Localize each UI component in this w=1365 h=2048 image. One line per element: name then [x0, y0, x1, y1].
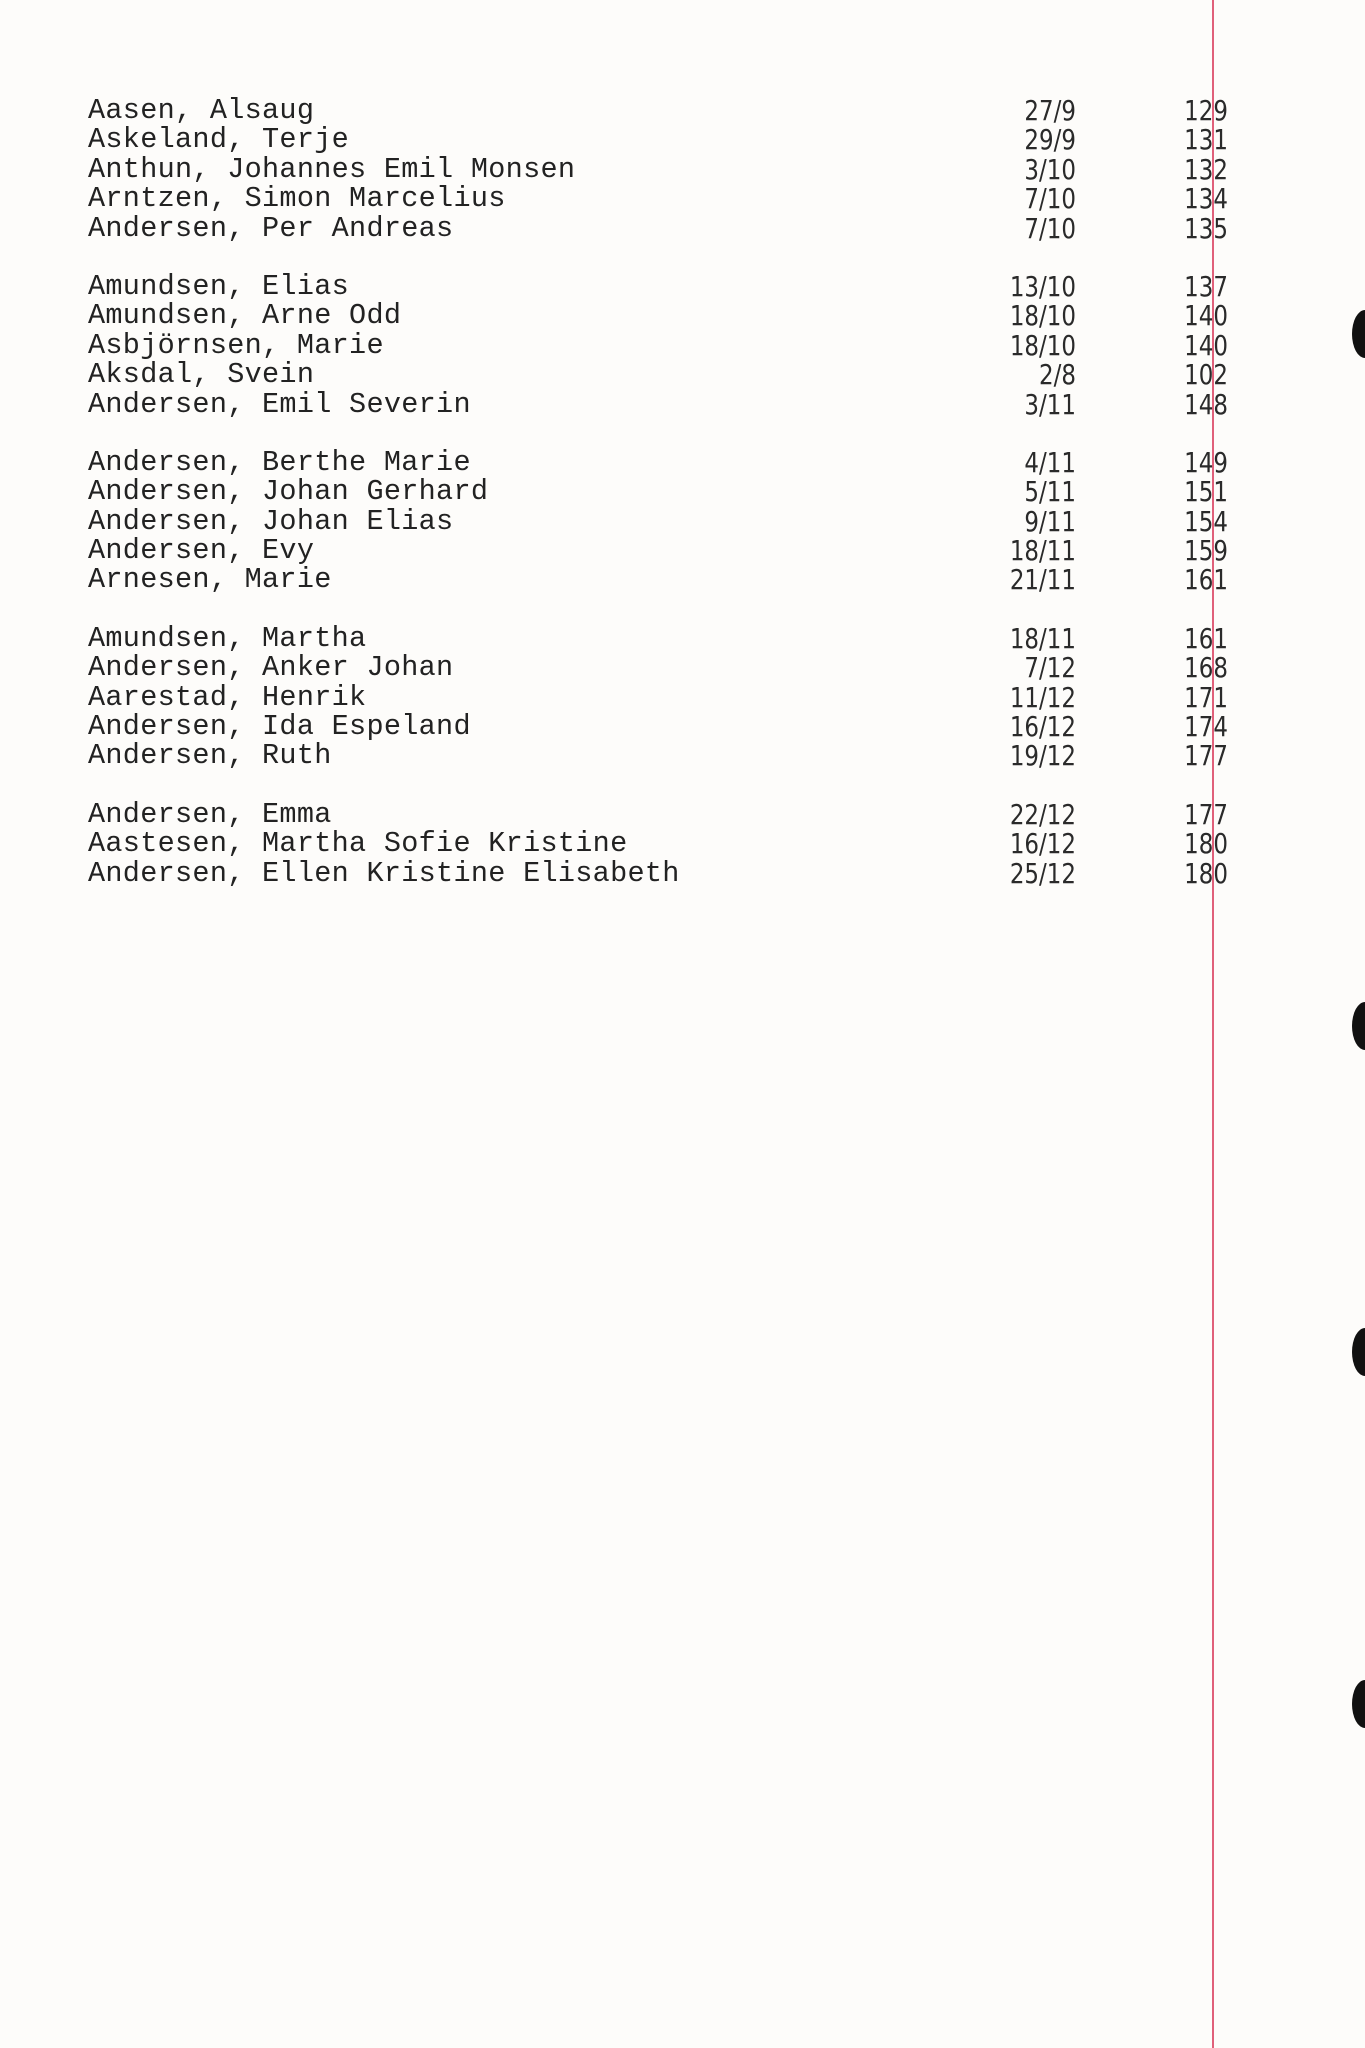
register-list — [88, 94, 1228, 917]
entry-name: Andersen, Johan Gerhard — [88, 475, 489, 509]
entry-group — [88, 621, 1228, 773]
punch-hole — [1352, 310, 1365, 358]
entry-page: 177 — [1184, 797, 1228, 831]
entry-name: Andersen, Anker Johan — [88, 651, 454, 685]
entry-date: 18/10 — [1009, 299, 1076, 333]
entry-page: 171 — [1184, 680, 1228, 714]
entry-page: 151 — [1184, 475, 1228, 509]
entry-page: 129 — [1184, 94, 1228, 127]
entry-group — [88, 445, 1228, 597]
entry-page: 131 — [1184, 123, 1228, 157]
entry-date: 21/11 — [1009, 563, 1076, 597]
entry-date: 3/10 — [1024, 152, 1076, 186]
entry-name: Anthun, Johannes Emil Monsen — [88, 152, 576, 186]
entry-page: 180 — [1184, 856, 1228, 890]
list-item — [88, 856, 1228, 890]
entry-page: 137 — [1184, 269, 1228, 303]
punch-hole — [1352, 1328, 1365, 1376]
entry-date: 16/12 — [1009, 710, 1076, 744]
entry-page: 177 — [1184, 739, 1228, 773]
list-item — [88, 504, 1228, 538]
entry-page: 168 — [1184, 651, 1228, 685]
entry-page: 159 — [1184, 534, 1228, 568]
entry-page: 161 — [1184, 563, 1228, 597]
entry-name: Aarestad, Henrik — [88, 680, 367, 714]
entry-date: 13/10 — [1009, 269, 1076, 303]
entry-page: 102 — [1184, 358, 1228, 392]
entry-name: Andersen, Emil Severin — [88, 387, 471, 421]
entry-date: 19/12 — [1009, 739, 1076, 773]
entry-name: Andersen, Berthe Marie — [88, 445, 471, 479]
list-item — [88, 797, 1228, 831]
list-item — [88, 269, 1228, 303]
list-item — [88, 152, 1228, 186]
entry-page: 132 — [1184, 152, 1228, 186]
list-item — [88, 710, 1228, 744]
entry-page: 149 — [1184, 445, 1228, 479]
entry-date: 18/10 — [1009, 328, 1076, 362]
entry-name: Aasen, Alsaug — [88, 94, 315, 127]
entry-name: Andersen, Ida Espeland — [88, 710, 471, 744]
entry-date: 18/11 — [1009, 621, 1076, 655]
entry-name: Andersen, Ellen Kristine Elisabeth — [88, 856, 680, 890]
list-item — [88, 182, 1228, 216]
list-item — [88, 299, 1228, 333]
entry-date: 29/9 — [1024, 123, 1076, 157]
entry-name: Amundsen, Elias — [88, 269, 350, 303]
list-item — [88, 123, 1228, 157]
entry-group — [88, 94, 1228, 245]
list-item — [88, 328, 1228, 362]
list-item — [88, 827, 1228, 861]
entry-date: 4/11 — [1024, 445, 1076, 479]
entry-date: 22/12 — [1009, 797, 1076, 831]
entry-name: Aastesen, Martha Sofie Kristine — [88, 827, 628, 861]
list-item — [88, 387, 1228, 421]
entry-page: 148 — [1184, 387, 1228, 421]
list-item — [88, 475, 1228, 509]
entry-name: Asbjörnsen, Marie — [88, 328, 384, 362]
entry-date: 7/10 — [1024, 211, 1076, 245]
entry-date: 7/10 — [1024, 182, 1076, 216]
entry-name: Aksdal, Svein — [88, 358, 315, 392]
entry-date: 5/11 — [1024, 475, 1076, 509]
entry-name: Andersen, Evy — [88, 534, 315, 568]
entry-name: Andersen, Emma — [88, 797, 332, 831]
entry-date: 25/12 — [1009, 856, 1076, 890]
entry-date: 2/8 — [1039, 358, 1076, 392]
entry-date: 18/11 — [1009, 534, 1076, 568]
entry-page: 180 — [1184, 827, 1228, 861]
entry-date: 9/11 — [1024, 504, 1076, 538]
entry-date: 16/12 — [1009, 827, 1076, 861]
entry-name: Arnesen, Marie — [88, 563, 332, 597]
entry-group — [88, 269, 1228, 421]
entry-name: Amundsen, Martha — [88, 621, 367, 655]
entry-name: Amundsen, Arne Odd — [88, 299, 402, 333]
punch-hole — [1352, 1680, 1365, 1728]
entry-group — [88, 797, 1228, 890]
list-item — [88, 358, 1228, 392]
list-item — [88, 445, 1228, 479]
entry-page: 174 — [1184, 710, 1228, 744]
entry-page: 140 — [1184, 328, 1228, 362]
entry-name: Askeland, Terje — [88, 123, 350, 157]
entry-name: Andersen, Ruth — [88, 739, 332, 773]
entry-page: 135 — [1184, 211, 1228, 245]
entry-page: 161 — [1184, 621, 1228, 655]
list-item — [88, 739, 1228, 773]
entry-page: 154 — [1184, 504, 1228, 538]
list-item — [88, 211, 1228, 245]
punch-hole — [1352, 1002, 1365, 1050]
entry-date: 7/12 — [1024, 651, 1076, 685]
list-item — [88, 534, 1228, 568]
entry-name: Andersen, Johan Elias — [88, 504, 454, 538]
entry-name: Andersen, Per Andreas — [88, 211, 454, 245]
list-item — [88, 680, 1228, 714]
entry-date: 11/12 — [1009, 680, 1076, 714]
list-item — [88, 94, 1228, 127]
entry-date: 27/9 — [1024, 94, 1076, 127]
entry-date: 3/11 — [1024, 387, 1076, 421]
list-item — [88, 563, 1228, 597]
entry-page: 134 — [1184, 182, 1228, 216]
list-item — [88, 651, 1228, 685]
list-item — [88, 621, 1228, 655]
entry-page: 140 — [1184, 299, 1228, 333]
entry-name: Arntzen, Simon Marcelius — [88, 182, 506, 216]
